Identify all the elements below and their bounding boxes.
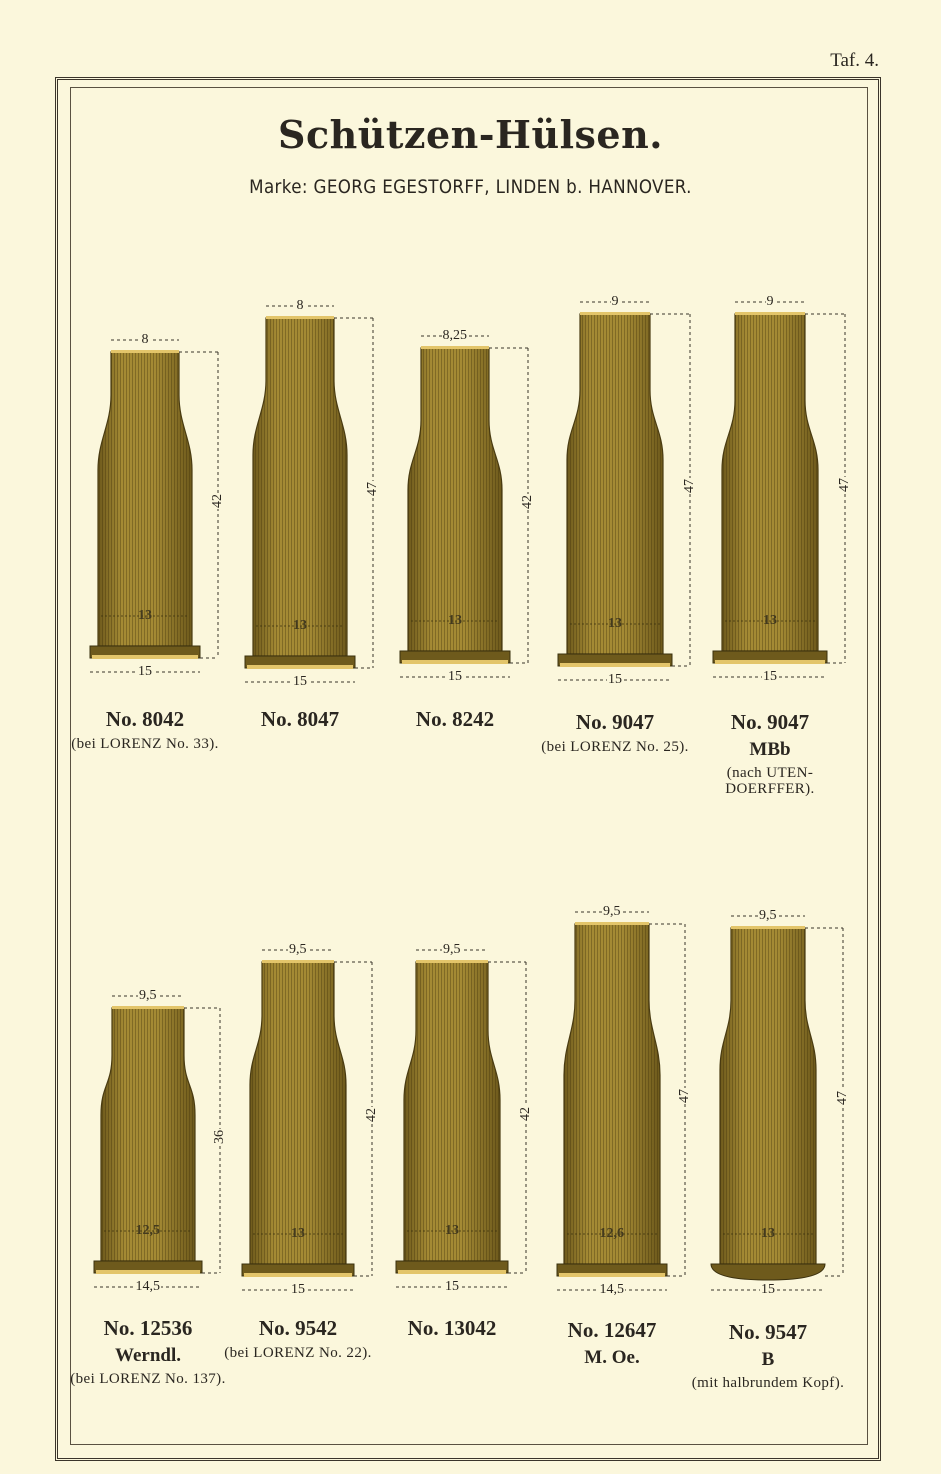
- case-number: No. 9542: [258, 1316, 338, 1340]
- rim-diameter-label: 14,5: [599, 1282, 624, 1297]
- case-mouth: [111, 350, 179, 353]
- cartridge-case-8: [396, 950, 526, 1287]
- case-length-label: 47: [677, 1089, 692, 1103]
- neck-diameter-label: 9,5: [289, 942, 307, 957]
- neck-diameter-label: 9,5: [139, 988, 157, 1003]
- cartridge-case-4: [558, 302, 690, 680]
- case-mouth: [735, 312, 805, 315]
- case-length-label: 47: [835, 1091, 850, 1105]
- case-note: (bei LORENZ No. 137).: [70, 1371, 226, 1387]
- body-diameter-label: 13: [293, 618, 307, 633]
- cartridge-case-6: [94, 996, 220, 1287]
- cartridge-case-3: [400, 336, 528, 677]
- neck-diameter-label: 8: [296, 298, 304, 313]
- neck-diameter-label: 9: [766, 294, 774, 309]
- case-model: M. Oe.: [584, 1347, 640, 1368]
- cartridge-case-1: [90, 340, 218, 672]
- body-diameter-label: 12,6: [599, 1226, 624, 1241]
- case-length-label: 47: [837, 477, 852, 492]
- case-rim-highlight: [96, 1270, 200, 1274]
- body-diameter-label: 13: [761, 1226, 775, 1241]
- case-rim-highlight: [398, 1270, 506, 1274]
- neck-diameter-label: 8: [141, 332, 149, 347]
- case-ribbing: [720, 928, 816, 1264]
- case-rim-highlight: [559, 1273, 665, 1277]
- rim-diameter-label: 15: [445, 1279, 459, 1294]
- neck-diameter-label: 9,5: [603, 904, 621, 919]
- case-length-label: 42: [520, 494, 535, 509]
- case-mouth: [262, 960, 334, 963]
- case-length-label: 42: [210, 494, 225, 508]
- body-diameter-label: 13: [445, 1223, 459, 1238]
- neck-diameter-label: 8,25: [442, 328, 467, 343]
- rim-diameter-label: 15: [763, 669, 777, 684]
- case-number: No. 12647: [567, 1318, 657, 1342]
- case-note: (bei LORENZ No. 22).: [224, 1345, 372, 1361]
- case-number: No. 13042: [407, 1316, 497, 1340]
- case-ribbing: [722, 314, 818, 651]
- rim-diameter-label: 15: [293, 674, 307, 689]
- case-ribbing: [253, 318, 347, 656]
- case-model: B: [761, 1349, 775, 1370]
- case-ribbing: [250, 962, 346, 1264]
- case-ribbing: [404, 962, 500, 1261]
- case-rim-highlight: [244, 1273, 352, 1277]
- case-rim: [711, 1264, 825, 1280]
- body-diameter-label: 13: [291, 1226, 305, 1241]
- body-diameter-label: 13: [763, 613, 777, 628]
- case-number: No. 9047: [730, 710, 810, 734]
- rim-diameter-label: 15: [291, 1282, 305, 1297]
- plate-subtitle: Marke: GEORG EGESTORFF, LINDEN b. HANNOVER.: [249, 176, 692, 198]
- cartridge-case-7: [242, 950, 372, 1290]
- case-rim-highlight: [560, 663, 670, 667]
- case-number: No. 8047: [260, 707, 340, 731]
- plate-title: Schützen-Hülsen.: [278, 112, 663, 157]
- case-ribbing: [98, 352, 192, 646]
- case-length-label: 47: [365, 482, 380, 496]
- case-rim-highlight: [92, 655, 198, 659]
- case-mouth: [421, 346, 489, 349]
- case-mouth: [112, 1006, 184, 1009]
- body-diameter-label: 13: [138, 608, 152, 623]
- case-note: (nach UTEN-DOERFFER).: [725, 765, 815, 797]
- cartridge-case-2: [245, 306, 373, 682]
- cartridge-case-10: [711, 916, 843, 1290]
- neck-diameter-label: 9: [611, 294, 619, 309]
- body-diameter-label: 13: [608, 616, 622, 631]
- neck-diameter-label: 9,5: [759, 908, 777, 923]
- neck-diameter-label: 9,5: [443, 942, 461, 957]
- case-length-label: 42: [518, 1106, 533, 1121]
- rim-diameter-label: 15: [138, 664, 152, 679]
- case-note: (bei LORENZ No. 25).: [541, 739, 689, 755]
- body-diameter-label: 13: [448, 613, 462, 628]
- case-mouth: [575, 922, 649, 925]
- case-rim-highlight: [715, 660, 825, 664]
- case-rim-highlight: [402, 660, 508, 664]
- case-mouth: [266, 316, 334, 319]
- case-ribbing: [567, 314, 663, 654]
- rim-diameter-label: 14,5: [135, 1279, 160, 1294]
- case-mouth: [580, 312, 650, 315]
- rim-diameter-label: 15: [448, 669, 462, 684]
- case-mouth: [416, 960, 488, 963]
- case-number: No. 12536: [103, 1316, 193, 1340]
- case-note: (bei LORENZ No. 33).: [71, 736, 219, 752]
- cartridge-case-5: [713, 302, 845, 677]
- case-rim-highlight: [247, 665, 353, 669]
- case-number: No. 9047: [575, 710, 655, 734]
- body-diameter-label: 12,5: [135, 1223, 160, 1238]
- case-number: No. 9547: [728, 1320, 808, 1344]
- case-number: No. 8042: [105, 707, 185, 731]
- case-number: No. 8242: [415, 707, 495, 731]
- case-note: (mit halbrundem Kopf).: [691, 1375, 845, 1391]
- case-model: MBb: [749, 739, 791, 760]
- case-mouth: [731, 926, 805, 929]
- case-length-label: 47: [682, 479, 697, 493]
- case-ribbing: [564, 924, 660, 1264]
- case-ribbing: [408, 348, 502, 651]
- case-model: Werndl.: [115, 1345, 181, 1366]
- rim-diameter-label: 15: [608, 672, 622, 687]
- case-length-label: 36: [212, 1129, 227, 1144]
- rim-diameter-label: 15: [761, 1282, 775, 1297]
- plate-number: Taf. 4.: [830, 50, 879, 71]
- case-length-label: 42: [364, 1108, 379, 1122]
